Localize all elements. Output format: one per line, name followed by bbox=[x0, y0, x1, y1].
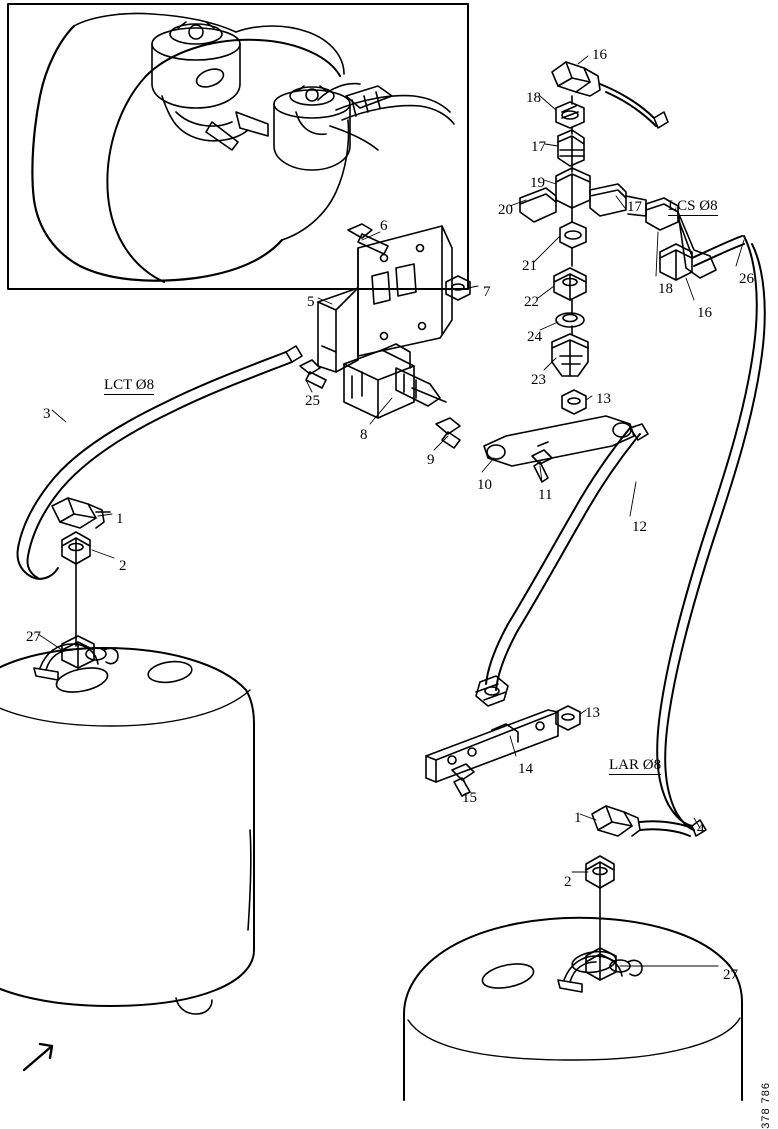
callout-number: 14 bbox=[518, 761, 533, 777]
callout-number: 13 bbox=[596, 391, 611, 407]
callout-number: 7 bbox=[483, 284, 491, 300]
callout-number: 17 bbox=[627, 199, 642, 215]
callout-number: 16 bbox=[592, 47, 607, 63]
callout-number: 27 bbox=[26, 629, 41, 645]
callout-number: 9 bbox=[427, 452, 435, 468]
callout-number: 18 bbox=[526, 90, 541, 106]
callout-number: 8 bbox=[360, 427, 368, 443]
figure-code: 378 786 bbox=[760, 1082, 772, 1129]
callout-number: 21 bbox=[522, 258, 537, 274]
callout-number: 17 bbox=[531, 139, 546, 155]
callout-number: 12 bbox=[632, 519, 647, 535]
callout-number: 16 bbox=[697, 305, 712, 321]
callout-number: 24 bbox=[527, 329, 542, 345]
callout-number: 1 bbox=[574, 810, 582, 826]
callout-number: 4 bbox=[697, 821, 705, 837]
callout-number: 23 bbox=[531, 372, 546, 388]
callout-number: 18 bbox=[658, 281, 673, 297]
callout-number: 1 bbox=[116, 511, 124, 527]
callout-number: 22 bbox=[524, 294, 539, 310]
callout-number: 27 bbox=[723, 967, 738, 983]
callout-number: 11 bbox=[538, 487, 553, 503]
callout-number: 20 bbox=[498, 202, 513, 218]
callout-number: 2 bbox=[119, 558, 127, 574]
callout-number: 15 bbox=[462, 790, 477, 806]
callout-number: 3 bbox=[43, 406, 51, 422]
tube-label-lar: LAR Ø8 bbox=[609, 757, 662, 773]
callout-number: 10 bbox=[477, 477, 492, 493]
callout-number: 26 bbox=[739, 271, 754, 287]
callout-number: 2 bbox=[564, 874, 572, 890]
callout-number: 19 bbox=[530, 175, 545, 191]
callout-number: 5 bbox=[307, 294, 315, 310]
callout-number: 13 bbox=[585, 705, 600, 721]
callout-number: 6 bbox=[380, 218, 388, 234]
callout-number: 25 bbox=[305, 393, 320, 409]
tube-label-lcs: LCS Ø8 bbox=[668, 198, 718, 214]
tube-label-lct: LCT Ø8 bbox=[104, 377, 155, 393]
